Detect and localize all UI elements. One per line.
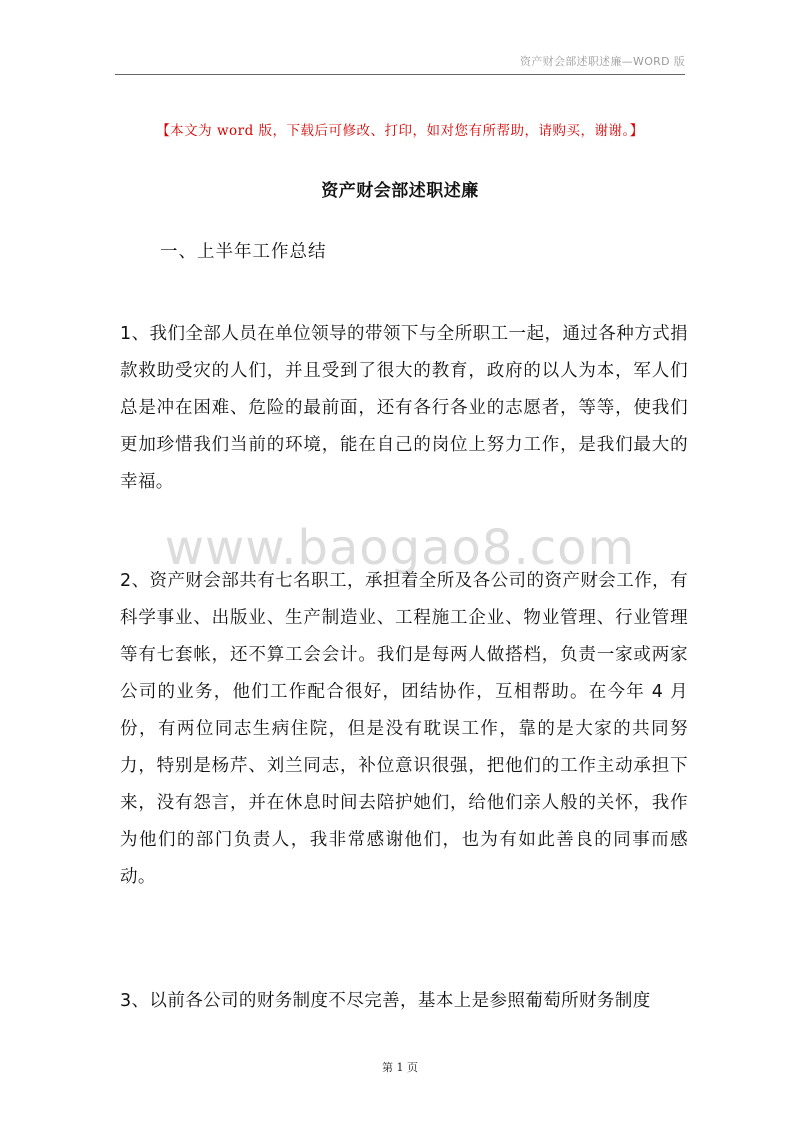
running-header: 资产财会部述职述廉—WORD 版 — [520, 55, 685, 68]
paragraph-2: 2、资产财会部共有七名职工，承担着全所及各公司的资产财会工作，有科学事业、出版业、生产制造业、工程施工企业、物业管理、行业管理等有七套帐，还不算工会会计。我们是每两人做搭档，负责一家或两家公司的业务，他们工作配合很好，团结协作，互相帮助。在今年 4 月份，有两位同志生病住院，但是没有耽误工作，靠的是大家的共同努力，特别是杨芹、刘兰同志，补位意识很强，把他们的工作主动承担下来，没有怨言，并在休息时间去陪护她们，给他们亲人般的关怀，我作为他们的部门负责人，我非常感谢他们，也为有如此善良的同事而感动。 — [120, 571, 688, 887]
header-divider — [115, 74, 685, 75]
paragraph-3: 3、以前各公司的财务制度不尽完善，基本上是参照葡萄所财务制度 — [120, 991, 651, 1011]
section-heading: 一、上半年工作总结 — [160, 242, 327, 262]
page-number: 第 1 页 — [382, 1061, 418, 1074]
document-title: 资产财会部述职述廉 — [321, 181, 479, 201]
site-watermark: www.baogao8.com — [164, 520, 636, 576]
paragraph-1: 1、我们全部人员在单位领导的带领下与全所职工一起，通过各种方式捐款救助受灾的人们，并且受到了很大的教育，政府的以人为本，军人们总是冲在困难、危险的最前面，还有各行各业的志愿者，等等，使我们更加珍惜我们当前的环境，能在自己的岗位上努力工作，是我们最大的幸福。 — [120, 324, 688, 492]
purchase-notice: 【本文为 word 版，下载后可修改、打印，如对您有所帮助，请购买，谢谢。】 — [156, 123, 644, 139]
